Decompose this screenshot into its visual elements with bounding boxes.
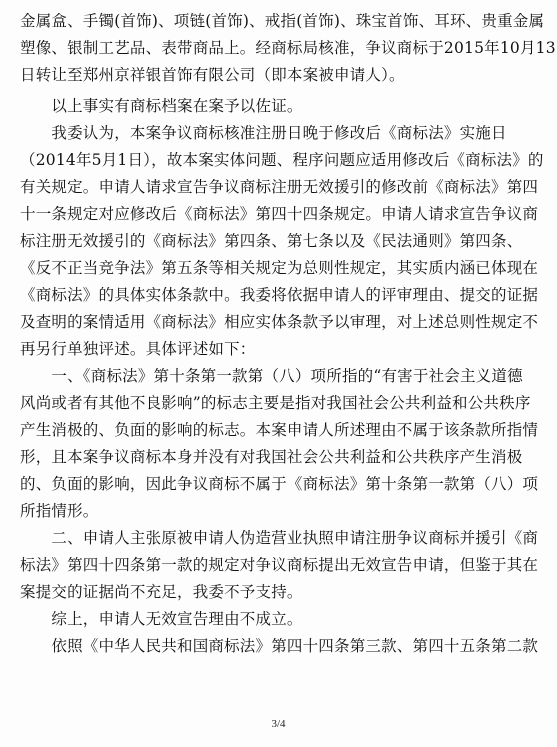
- text-line: 依照《中华人民共和国商标法》第四十四条第三款、第四十五条第二款: [20, 637, 539, 655]
- text-line: 有关规定。申请人请求宣告争议商标注册无效援引的修改前《商标法》第四: [20, 178, 539, 196]
- text-line: 金属盒、手镯(首饰)、项链(首饰)、戒指(首饰)、珠宝首饰、耳环、贵重金属: [20, 12, 545, 30]
- text-line: 以上事实有商标档案在案予以佐证。: [20, 97, 303, 115]
- text-line: 产生消极的、负面的影响的标志。本案申请人所述理由不属于该条款所指情: [20, 421, 539, 439]
- text-line: 二、申请人主张原被申请人伪造营业执照申请注册争议商标并援引《商: [20, 529, 539, 547]
- text-line: 《商标法》的具体实体条款中。我委将依据申请人的评审理由、提交的证据: [20, 286, 539, 304]
- text-line: 所指情形。: [20, 502, 99, 520]
- text-line: 标注册无效援引的《商标法》第四条、第七条以及《民法通则》第四条、: [20, 232, 523, 250]
- text-line: 形，且本案争议商标本身并没有对我国社会公共利益和公共秩序产生消极: [20, 448, 523, 466]
- text-line: 日转让至郑州京祥银首饰有限公司（即本案被申请人）。: [20, 66, 405, 84]
- document-body: [20, 8, 556, 660]
- text-line: 案提交的证据尚不充足，我委不予支持。: [20, 583, 303, 601]
- text-line: 及查明的案情适用《商标法》相应实体条款予以审理，对上述总则性规定不: [20, 313, 539, 331]
- text-line: 十一条规定对应修改后《商标法》第四十四条规定。申请人请求宣告争议商: [20, 205, 539, 223]
- text-line: 的、负面的影响，因此争议商标不属于《商标法》第十条第一款第（八）项: [20, 475, 539, 493]
- text-line: 《反不正当竞争法》第五条等相关规定为总则性规定，其实质内涵已体现在: [20, 259, 539, 277]
- text-line: 塑像、银制工艺品、表带商品上。经商标局核准，争议商标于2015年10月13: [20, 39, 556, 57]
- text-line: 风尚或者有其他不良影响”的标志主要是指对我国社会公共利益和公共秩序: [20, 394, 531, 412]
- text-line: （2014年5月1日），故本案实体问题、程序问题应适用修改后《商标法》的: [20, 151, 544, 169]
- text-line: 标法》第四十四条第一款的规定对争议商标提出无效宣告申请，但鉴于其在: [20, 556, 539, 574]
- text-line: 综上，申请人无效宣告理由不成立。: [20, 610, 303, 628]
- text-line: 再另行单独评述。具体评述如下：: [20, 340, 256, 358]
- text-line: 我委认为，本案争议商标核准注册日晚于修改后《商标法》实施日: [20, 124, 507, 142]
- page-number: 3/4: [271, 718, 286, 730]
- text-line: 一、《商标法》第十条第一款第（八）项所指的“有害于社会主义道德: [20, 367, 523, 385]
